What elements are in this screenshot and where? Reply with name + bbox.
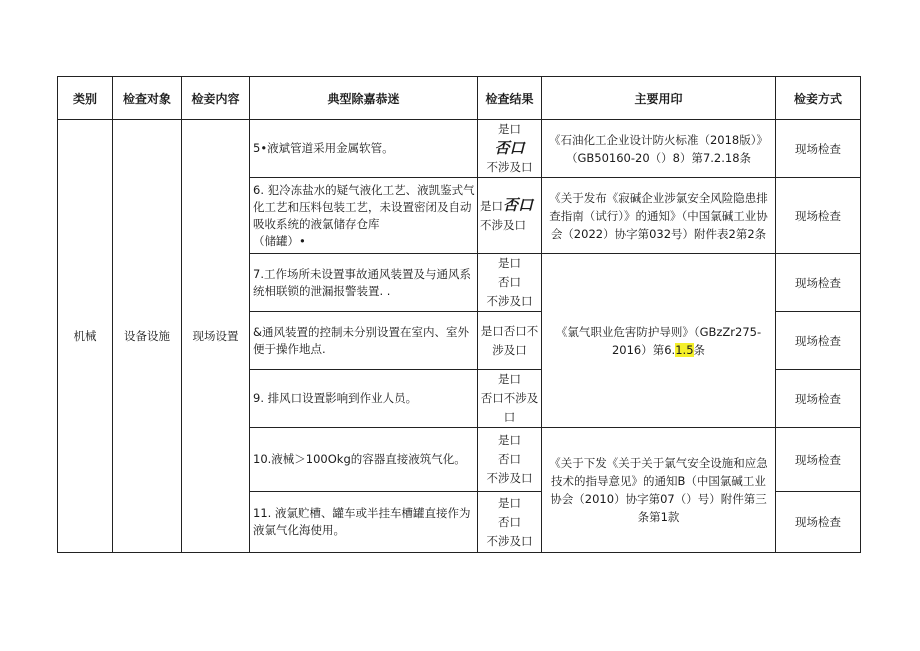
basis-3-suffix: 条 — [693, 342, 706, 357]
row-result — [478, 312, 542, 370]
result-no: 否口 — [498, 514, 521, 529]
header-result: 检查结果 — [478, 77, 542, 120]
row-method: 现场检查 — [776, 370, 861, 428]
row-result — [478, 492, 542, 553]
row-desc: 9. 排风口设置影响到作业人员。 — [250, 370, 478, 428]
table-row — [58, 120, 861, 178]
header-row — [58, 77, 861, 120]
row-desc: &通风装置的控制未分别设置在室内、室外便于操作地点. — [250, 312, 478, 370]
row-method: 现场检查 — [776, 254, 861, 312]
result-na: 不涉及口 — [486, 471, 533, 485]
basis-3-text: 《氯气职业危害防护导则》（GBzZr275-2016）第6. — [555, 324, 762, 357]
row-result — [478, 178, 542, 254]
result-no: 否口 — [494, 139, 525, 157]
row-method: 现场检查 — [776, 312, 861, 370]
row-desc: 10.液械＞100Okg的容器直接液筑气化。 — [250, 428, 478, 492]
basis-cell-1: 《石油化工企业设计防火标准（2018版）》（GB50160-20（）8）第7.2.18条 — [542, 120, 776, 178]
result-no: 否口 — [503, 196, 534, 214]
category-cell: 机械 — [58, 120, 113, 553]
row-method: 现场检查 — [776, 428, 861, 492]
row-result — [478, 370, 542, 428]
result-na: 不涉及口 — [486, 294, 533, 308]
header-content: 检妾内容 — [182, 77, 250, 120]
basis-cell-3 — [542, 254, 776, 428]
result-line: 是口否口不 — [480, 323, 539, 338]
result-yes: 是口 — [498, 433, 521, 447]
result-no: 否口 — [498, 275, 521, 289]
header-typical: 典型除嘉恭迷 — [250, 77, 478, 120]
row-method: 现场检查 — [776, 492, 861, 553]
content-cell: 现场设置 — [182, 120, 250, 553]
result-yes: 是口 — [498, 256, 521, 270]
result-no: 否口 — [498, 452, 521, 466]
row-result — [478, 428, 542, 492]
result-line: 是口 — [498, 372, 521, 386]
object-cell: 设备设施 — [113, 120, 182, 553]
basis-3-highlight: 1.5 — [675, 342, 694, 357]
result-yes: 是口 — [498, 122, 521, 136]
header-method: 检妾方式 — [776, 77, 861, 120]
inspection-table — [57, 76, 861, 553]
row-desc: 7.工作场所未设置事故通风装置及与通风系统相联锁的泄漏报警装置. . — [250, 254, 478, 312]
header-basis: 主要用印 — [542, 77, 776, 120]
result-na: 不涉及口 — [486, 533, 533, 548]
result-na: 不涉及口 — [486, 160, 533, 174]
row-desc: 5•液斌管道采用金属软管。 — [250, 120, 478, 178]
result-line: 口 — [503, 410, 516, 424]
basis-cell-2: 《关于发布《寂碱企业涉氯安全风险隐患排查指南（试行）》的通知》（中国氯碱工业协会（2022）协字第032号）附件表2第2条 — [542, 178, 776, 254]
row-result — [478, 254, 542, 312]
result-line: 涉及口 — [492, 342, 527, 357]
result-line: 否口不涉及 — [480, 391, 539, 405]
basis-cell-4: 《关于下发《关于关于氯气安全设施和应急技术的指导意见》的通知B（中国氯碱工业协会（2010）协字第07（）号）附件第三条第1款 — [542, 428, 776, 553]
result-na: 不涉及口 — [480, 218, 526, 232]
result-yes: 是口 — [480, 199, 503, 213]
row-desc: 6. 犯冷冻盐水的疑气液化工艺、液凯鉴式气化工艺和压料包装工艺，未设置密闭及自动吸收系统的液氯储存仓库 （储罐）• — [250, 178, 478, 254]
result-yes: 是口 — [498, 495, 521, 510]
header-category: 类别 — [58, 77, 113, 120]
row-desc: 11. 液氯贮槽、罐车或半挂车槽罐直接作为液氯气化海使用。 — [250, 492, 478, 553]
row-method: 现场检查 — [776, 120, 861, 178]
row-method: 现场检查 — [776, 178, 861, 254]
header-object: 检查对象 — [113, 77, 182, 120]
row-result — [478, 120, 542, 178]
